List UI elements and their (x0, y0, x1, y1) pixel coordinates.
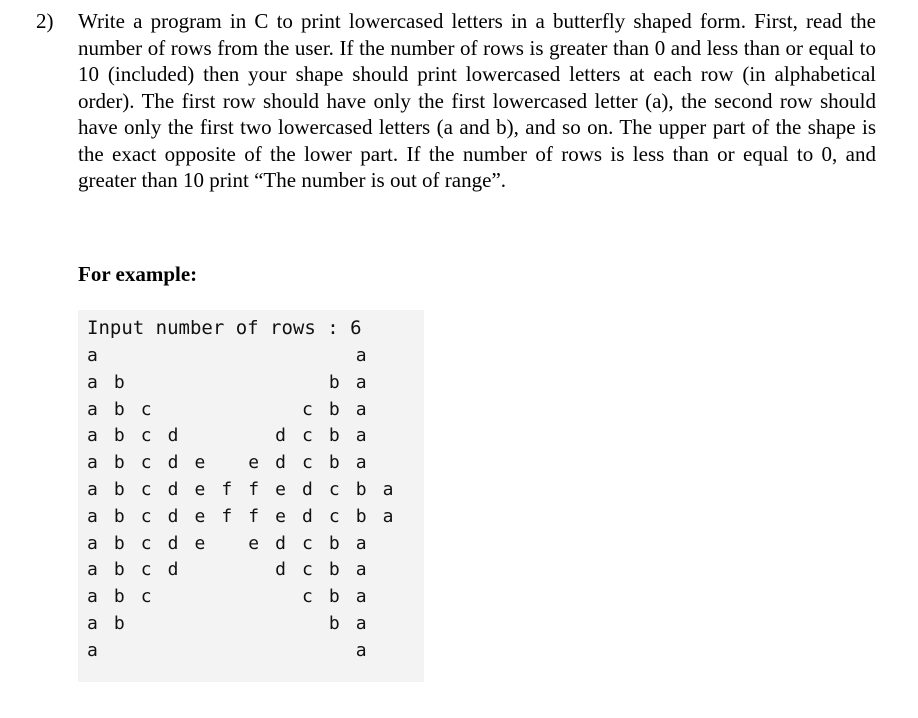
question-block (36, 8, 876, 194)
output-row: a b c d e e d c b a (87, 532, 370, 554)
output-row: a b c d e e d c b a (87, 452, 370, 474)
output-row: a b c d d c b a (87, 425, 370, 447)
output-row: a a (87, 345, 370, 366)
output-row: a b b a (87, 612, 370, 634)
example-output-box (78, 310, 424, 682)
output-row: a b c d e f f e d c b a (87, 505, 397, 527)
output-row: a b b a (87, 371, 370, 393)
question-number: 2) (36, 9, 54, 33)
output-row: a a (87, 639, 370, 661)
output-row: a b c d e f f e d c b a (87, 478, 397, 500)
butterfly-output (87, 343, 396, 665)
question-text: Write a program in C to print lowercased letters in a butterfly shaped form. First, read the number of rows from the user. If the number of rows is greater than 0 and less than or equal to 10 (included) then your shape should print lowercased letters at each row (in alphabetical order). The first row should have only the first lowercased letter (a), the second row should have only the first two lowercased letters (a and b), and so on. The upper part of the shape is the exact opposite of the lower part. If the number of rows is less than or equal to 0, and greater than 10 print “The number is out of range”. (78, 9, 876, 192)
output-row: a b c c b a (87, 586, 370, 608)
output-row: a b c d d c b a (87, 559, 370, 581)
output-row: a b c c b a (87, 398, 370, 420)
input-prompt: Input number of rows : 6 (87, 317, 362, 339)
example-heading: For example: (78, 262, 198, 286)
